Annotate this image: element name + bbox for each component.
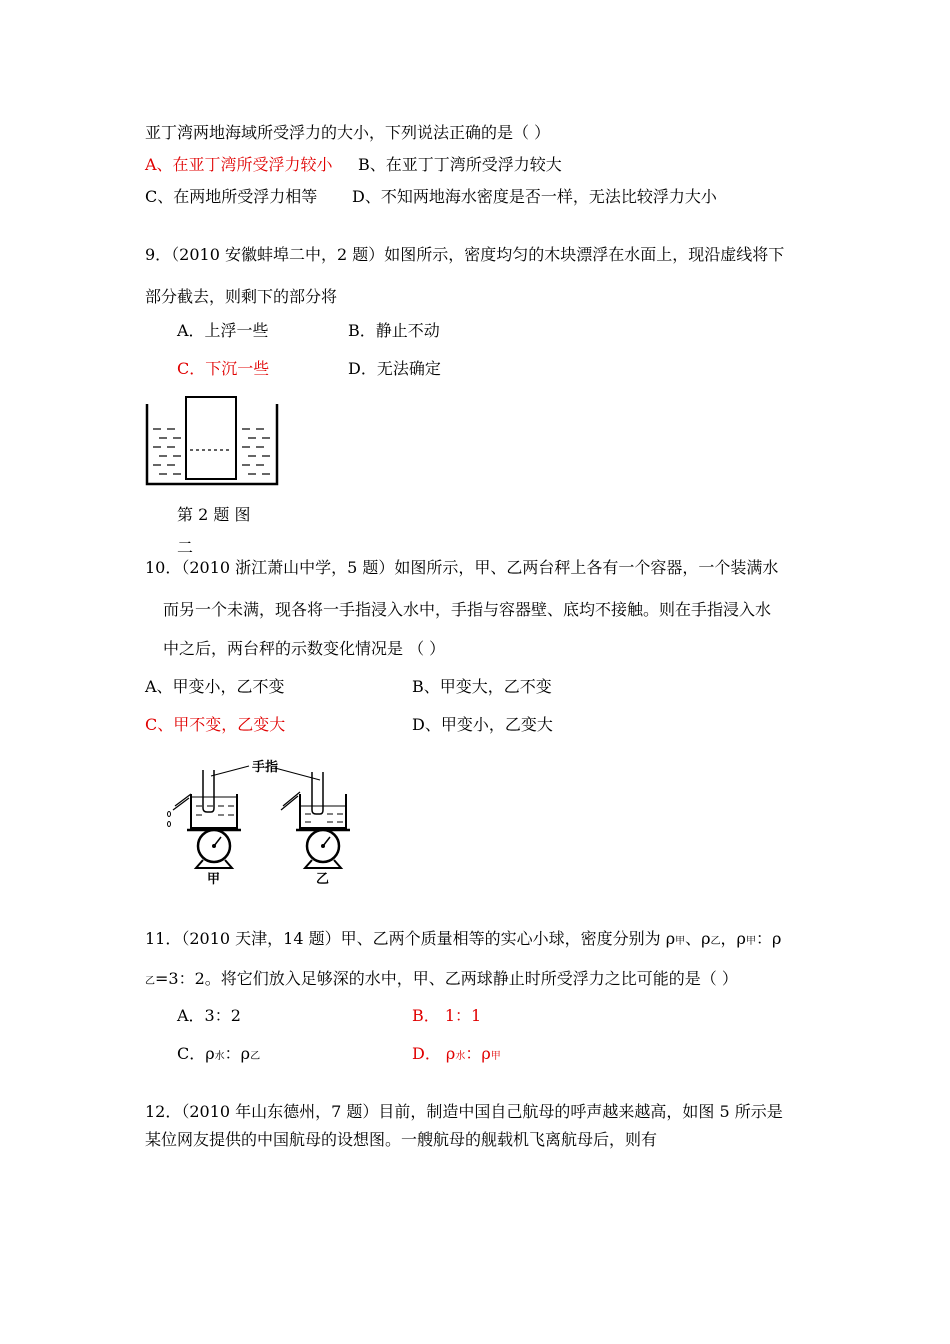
- scale-yi-label: 乙: [316, 872, 330, 887]
- q11-option-c: [177, 1044, 260, 1067]
- q11-option-d-pre: D． ρ: [412, 1044, 456, 1063]
- q10-option-d: D、甲变小，乙变大: [412, 715, 553, 734]
- q10-stem-line1: 10．（2010 浙江萧山中学，5 题）如图所示，甲、乙两台秤上各有一个容器，一个装满水: [145, 558, 779, 577]
- q8-option-a: A、在亚丁湾所受浮力较小: [145, 155, 333, 174]
- water-left: [153, 429, 181, 474]
- q12-stem-line1: 12．（2010 年山东德州，7 题）目前，制造中国自己航母的呼声越来越高，如图 5 所示是: [145, 1102, 783, 1121]
- q11-sub-yi: 乙: [710, 936, 721, 947]
- q8-option-d: D、不知两地海水密度是否一样，无法比较浮力大小: [352, 187, 717, 206]
- q11-option-b: B． 1：1: [412, 1006, 482, 1025]
- q9-option-a: A．上浮一些: [177, 321, 269, 340]
- q8-stem-tail: 亚丁湾两地海域所受浮力的大小，下列说法正确的是（ ）: [145, 123, 551, 142]
- wooden-block: [186, 397, 236, 479]
- q9-option-b: B．静止不动: [348, 321, 440, 340]
- q11-line2-text: =3：2。将它们放入足够深的水中，甲、乙两球静止时所受浮力之比可能的是（ ）: [155, 969, 738, 988]
- q11-option-d: [412, 1044, 501, 1067]
- q11-sep1: 、ρ: [685, 929, 711, 948]
- q8-option-b: B、在亚丁丁湾所受浮力较大: [358, 155, 562, 174]
- q9-figure-caption: 第 2 题 图: [177, 505, 251, 524]
- q10-option-b: B、甲变大，乙不变: [412, 677, 552, 696]
- q9-stem-line1: 9．（2010 安徽蚌埠二中，2 题）如图所示，密度均匀的木块漂浮在水面上，现沿虚线将下: [145, 245, 785, 264]
- q10-stem-line2: 而另一个未满，现各将一手指浸入水中，手指与容器壁、底均不接触。则在手指浸入水: [163, 600, 772, 619]
- q8-option-c: C、在两地所受浮力相等: [145, 187, 318, 206]
- q9-option-c: C．下沉一些: [177, 359, 270, 378]
- q11-stem-line1: [145, 929, 781, 952]
- q9-figure-caption-line2: 二: [177, 538, 194, 557]
- finger-label: 手指: [252, 760, 279, 775]
- q11-option-d-mid: ：ρ: [465, 1044, 491, 1063]
- scale-yi: [281, 772, 350, 868]
- q11-option-c-mid: ：ρ: [224, 1044, 251, 1063]
- q11-stem-part1: 11．（2010 天津，14 题）甲、乙两个质量相等的实心小球，密度分别为 ρ: [145, 929, 676, 948]
- q11-sub-jia2: 甲: [745, 936, 756, 947]
- q11-option-c-sub1: 水: [214, 1051, 225, 1062]
- q11-line2-sub: 乙: [145, 976, 155, 987]
- q9-stem-line2: 部分截去，则剩下的部分将: [145, 287, 338, 306]
- q11-option-c-pre: C．ρ: [177, 1044, 215, 1063]
- q9-option-d: D．无法确定: [348, 359, 441, 378]
- q10-option-a: A、甲变小，乙不变: [145, 677, 285, 696]
- q12-stem-line2: 某位网友提供的中国航母的设想图。一艘航母的舰载机飞离航母后，则有: [145, 1130, 658, 1149]
- q10-option-c: C、甲不变，乙变大: [145, 715, 286, 734]
- q11-sep2: ，ρ: [720, 929, 746, 948]
- q11-sub-jia: 甲: [675, 936, 686, 947]
- scale-jia-label: 甲: [207, 872, 221, 887]
- scale-jia: [168, 770, 242, 868]
- q11-option-a: A．3：2: [177, 1006, 241, 1025]
- q11-option-d-sub2: 甲: [490, 1051, 501, 1062]
- q11-stem-line2: [145, 969, 738, 992]
- q11-sep3: ：ρ: [755, 929, 782, 948]
- two-scales-figure: [163, 756, 363, 886]
- q11-option-c-sub2: 乙: [250, 1051, 261, 1062]
- q11-option-d-sub1: 水: [455, 1051, 466, 1062]
- q10-stem-line3: 中之后，两台秤的示数变化情况是 （ ）: [163, 639, 446, 658]
- water-right: [242, 429, 270, 474]
- floating-block-figure: [145, 396, 285, 488]
